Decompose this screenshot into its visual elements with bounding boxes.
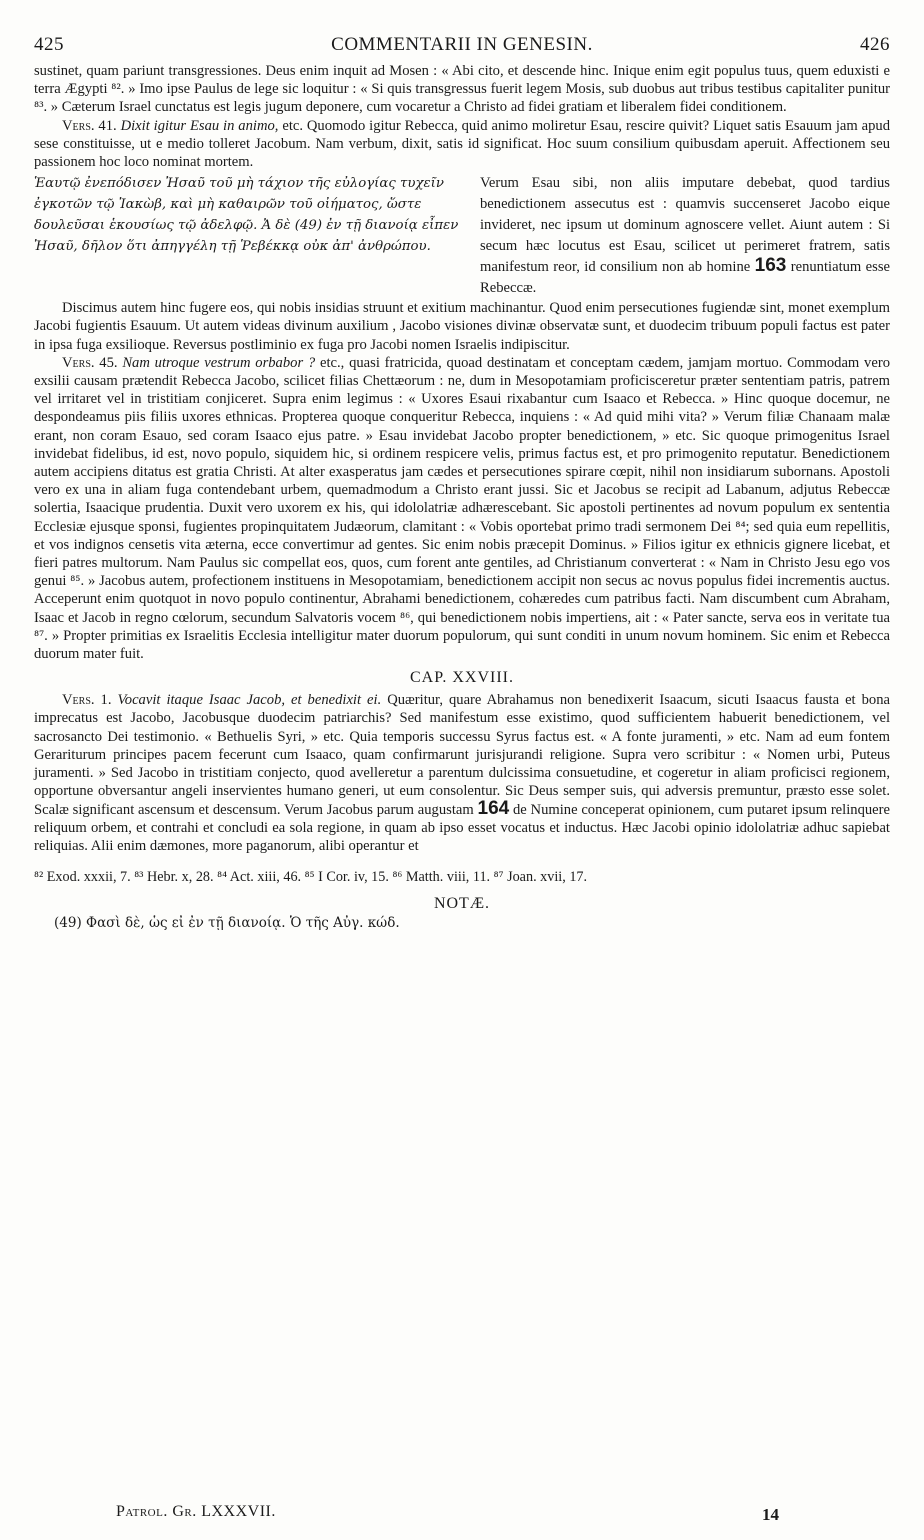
verse-lemma: Vocavit itaque Isaac Jacob, et benedixit ei. <box>117 692 382 709</box>
column-marker-163: 163 <box>754 255 787 277</box>
verse-41-paragraph <box>34 117 890 172</box>
verse-label: Vers. 45. <box>62 354 118 371</box>
verse-label: Vers. 1. <box>62 692 112 709</box>
left-page-number: 425 <box>34 34 64 55</box>
note-49: (49) Φασὶ δὲ, ὡς εἰ ἐν τῇ διανοίᾳ. Ὁ τῆς Αὐγ. κώδ. <box>54 915 400 932</box>
verse-commentary: etc. Quomodo igitur Rebecca, quid animo moliretur Esau, rescire quivit? Liquet satis Esauum jam apud sese constituisse, ut e medio tolleret Jacobum. Nam verbum, dixit, satis id significat. Hoc suum consilium quibusdam aperuit. Affectionem seu passionem hoc loco nominat mortem. <box>34 117 891 171</box>
series-signature: Patrol. Gr. LXXXVII. <box>116 1503 276 1520</box>
right-page-number: 426 <box>860 34 890 55</box>
gathering-number: 14 <box>762 1505 779 1524</box>
running-title: COMMENTARII IN GENESIN. <box>331 34 593 55</box>
verse-commentary-a: Quæritur, quare Abrahamus non benedixerit Isaacum, sicuti Isaacus fausta et bona imprecatus est Jacobo, Jacobusque duodecim patriarchis? Sed manifestum esse existimo, quod sufficientem habuerit benedictionem, vel sacrosancto Dei testimonio. « Bethuelis Syri, » etc. Quia temporis successu Syrus factus est. « A fonte juramenti, » etc. Nam ad eum fontem Gerariturum principes pacem fecerunt cum Isaaco, quam confirmarunt jurisjurandi religione. Supra vero scribitur : « Nomen urbi, Puteus juramenti. » Sed Jacobo in tristitiam conjecto, quod avelleretur a parentum dulcissima consuetudine, et cogeretur in aliam proficisci regionem, opportune obversantur angeli inservientes humano generi, ut eum consolentur. Sic Deus semper suis, qui adversis premuntur, præsto esse solet. Scalæ significant ascensum et descensum. Verum Jacobus parum augustam <box>34 692 890 818</box>
paragraph-continuation: sustinet, quam pariunt transgressiones. Deus enim inquit ad Mosen : « Abi cito, et descende hinc. Inique enim egit populus tuus, quem eduxisti e terra Ægypti ⁸². » Imo ipse Paulus de lege sic loquitur : « Si quis transgressus fuerit legem Mosis, sub duobus aut tribus testibus capitaliter punitur ⁸³. » Cæterum Israel cunctatus est legis jugum deponere, cum vocaretur a Christo ad fidei gratiam et liberalem fidei conditionem. <box>34 63 890 116</box>
verse-commentary-b: de Numine conceperat opinionem, cum putaret ipsum relinquere reliquum orbem, et contrahi et concludi ea sola regione, in quam ab ipso esset vocatus et inductus. Hæc Jacobi opinio idololatriæ adhuc sapiebat reliquias. Alii enim dæmones, more paganorum, alibi operantur et <box>34 801 890 854</box>
verse-label: Vers. 41. <box>62 117 117 134</box>
chapter-heading: CAP. XXVIII. <box>410 669 514 687</box>
two-column-block <box>34 173 890 299</box>
greek-column: Ἑαυτῷ ἐνεπόδισεν Ἠσαῦ τοῦ μὴ τάχιον τῆς εὐλογίας τυχεῖν ἐγκοτῶν τῷ Ἰακὼβ, καὶ μὴ καθαιρῶν τοῦ οἰήματος, ὥστε δουλεῦσαι ἑκουσίως τῷ ἀδελφῷ. Ἀ δὲ (49) ἐν τῇ διανοίᾳ εἶπεν Ἠσαῦ, δῆλον ὅτι ἀπηγγέλη τῇ Ῥεβέκκᾳ οὐκ ἀπ' ἀνθρώπου. <box>34 176 459 255</box>
main-text <box>34 62 890 933</box>
latin-column <box>480 173 890 299</box>
verse-lemma: Dixit igitur Esau in animo, <box>120 117 279 134</box>
latin-text-b: renuntiatum esse Rebeccæ. <box>480 259 890 297</box>
notes-heading: NOTÆ. <box>433 895 491 913</box>
verse-45-paragraph <box>34 354 890 663</box>
column-marker-164: 164 <box>477 797 510 819</box>
verse-1-paragraph <box>34 691 890 855</box>
running-header <box>34 34 890 58</box>
paragraph-discimus: Discimus autem hinc fugere eos, qui nobis insidias struunt et exitium machinantur. Quod enim persecutiones fugiendæ sint, monet exemplum Jacobi fugientis Esauum. Ut autem videas divinum auxilium , Jacobo visiones divinæ observatæ sunt, et duodecim tribuum populi factus est pater in ipsa fuga exsilioque. Reversus postliminio ex fuga pro Jacobi nomen Israelis indipiscitur. <box>34 300 890 353</box>
latin-text-a: Verum Esau sibi, non aliis imputare debebat, quod tardius benedictionem assecutus est : quamvis succenseret Jacobo eique invideret, nec ipsum ut dominum agnoscere vellet. Aiunt autem : Si secum hæc locutus est Esau, scilicet ut perimeret fratrem, satis manifestum reor, id consilium non ab homine <box>480 175 890 276</box>
verse-lemma: Nam utroque vestrum orbabor ? <box>122 354 316 371</box>
verse-commentary: etc., quasi fratricida, quoad destinatam et conceptam cædem, jamjam mortuo. Commodam vero exsilii causam prætendit Rebecca Jacobo, scilicet filias Chettæorum : ne, dum in Mesopotamiam proficisceretur præter sententiam patris, patrem vel irritaret vel in tristitiam conjiceret. Supra enim legimus : « Uxores Esaui rixabantur cum Isaaco et Rebecca. » Hinc quoque docemur, ne despondeamus piis filiis uxores ethnicas. Propterea quoque conqueritur Rebecca, inquiens : « Ad quid mihi vita? » Verum filiæ Chanaam malæ erant, non coram Esauo, sed coram Isaaco ejus patre. » Esau invidebat Jacobo propter benedictionem, » etc. Sic quoque primogenitus Israel invidebat fidelibus, id est, novo populo, siquidem hic, si ordinem respicere velis, primus factus est, et pro primogenito reputatur. Benedictionem autem accipiens ditatus est gratia Christi. At alter exasperatus jam cædes et persecutiones spirare cœpit, nihil non insidiarum subornans. Apostoli vero ex una in aliam fuga contendebant urbem, quemadmodum a Christo erant jussi. Sic et Jacobus se recipit ad Labanum, adjutus Rebeccæ solertia, Isaacique prudentia. Duxit vero uxorem ex his, qui idololatriæ adhærescebant. Sic apostoli pertinentes ad novum populum ex sententia Ecclesiæ ejusque sponsi, fugientes propinquitatem Judæorum, clamitant : « Vobis oportebat primo tradi sermonem Dei ⁸⁴; sed quia eum repellitis, et vos indignos censetis vita æterna, ecce convertimur ad gentes. Sic enim nobis præcepit Dominus. » Filios igitur ex ethnicis gignere licebat, et fieri patres multorum. Nam Paulus sic compellat eos, quos, cum forent ante gentiles, ad Christianum converterat : « Nam in Christo Jesu ego vos genui ⁸⁵. » Jacobus autem, profectionem instituens in Mesopotamiam, benedictionem accipit non secus ac novus populus fidei incrementis auctus. Acceperunt enim quotquot in novo populo continentur, Abrahami benedictionem, cohæredes cum patribus facti. Nam discumbent cum Abraham, Isaac et Jacob in regno cœlorum, secundum Salvatoris vocem ⁸⁶, qui benedictionem nobis impertiens, ait : « Pater sancte, serva eos in veritate tua ⁸⁷. » Propter primitias ex Israelitis Ecclesia intelligitur mater duorum populorum, qui sunt conditi in unum novum hominem. Sic enim et Rebecca duorum mater fuit. <box>34 354 890 663</box>
footnotes: ⁸² Exod. xxxii, 7. ⁸³ Hebr. x, 28. ⁸⁴ Act. xiii, 46. ⁸⁵ I Cor. iv, 15. ⁸⁶ Matth. viii, 11. ⁸⁷ Joan. xvii, 17. <box>34 869 588 886</box>
